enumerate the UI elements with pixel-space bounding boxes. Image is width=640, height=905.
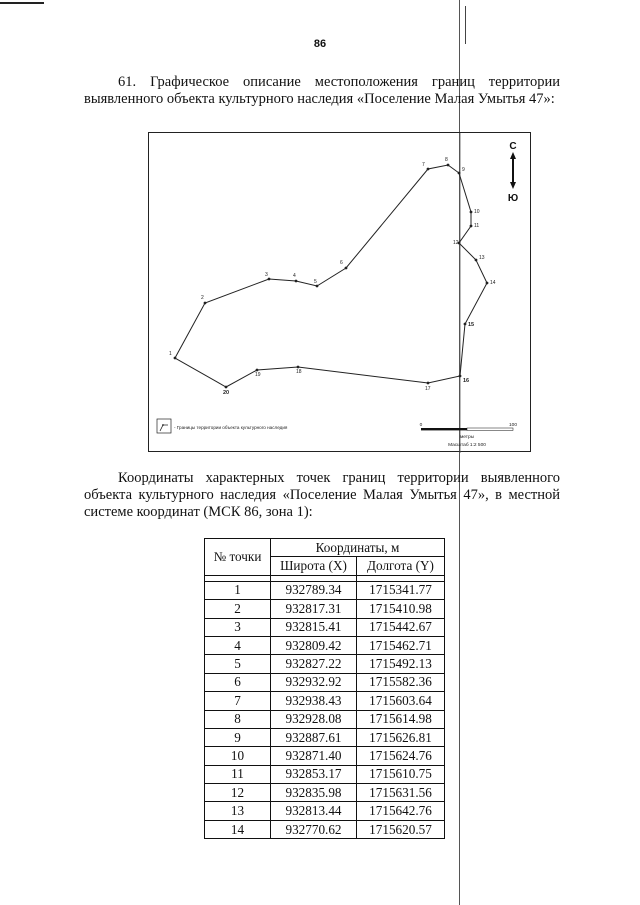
boundary-point-label: 13	[479, 255, 485, 261]
cell-lat: 932835.98	[271, 784, 357, 802]
boundary-point-marker	[447, 164, 450, 167]
table-row	[205, 581, 445, 599]
boundary-point-marker	[316, 285, 319, 288]
boundary-point-marker	[204, 302, 207, 305]
cell-point: 10	[205, 747, 271, 765]
cell-point: 3	[205, 618, 271, 636]
boundary-point-label: 3	[265, 272, 268, 278]
boundary-point-marker	[459, 375, 462, 378]
table-row	[205, 820, 445, 838]
cell-point: 6	[205, 673, 271, 691]
cell-lon: 1715620.57	[357, 820, 445, 838]
boundary-point-label: 4	[293, 273, 296, 279]
header-lat: Широта (X)	[271, 557, 357, 575]
cell-lon: 1715492.13	[357, 655, 445, 673]
coords-intro	[84, 470, 560, 521]
boundary-point-marker	[345, 267, 348, 270]
coords-intro-text: Координаты характерных точек границ территории выявленного объекта культурного наследия «Поселение Малая Умытья 47», в местной системе координат (МСК 86, зона 1):	[84, 470, 560, 520]
scale-end: 100	[508, 423, 518, 428]
boundary-point-marker	[174, 357, 177, 360]
boundary-map-svg	[149, 133, 532, 453]
table-row	[205, 655, 445, 673]
cell-lat: 932871.40	[271, 747, 357, 765]
boundary-point-label: 18	[296, 369, 302, 375]
cell-lat: 932928.08	[271, 710, 357, 728]
cell-lon: 1715642.76	[357, 802, 445, 820]
cell-point: 12	[205, 784, 271, 802]
arrow-shaft	[512, 159, 514, 183]
cell-point: 2	[205, 600, 271, 618]
cell-lon: 1715614.98	[357, 710, 445, 728]
boundary-point-marker	[225, 386, 228, 389]
boundary-point-marker	[295, 280, 298, 283]
boundary-point-label: 20	[223, 390, 230, 396]
north-label: С	[509, 141, 517, 152]
scale-segment-dark	[421, 428, 467, 430]
cell-point: 11	[205, 765, 271, 783]
scale-start: 0	[419, 423, 423, 428]
table-row	[205, 784, 445, 802]
cell-point: 13	[205, 802, 271, 820]
boundary-point-marker	[256, 369, 259, 372]
table-row	[205, 673, 445, 691]
boundary-point-marker	[427, 382, 430, 385]
cell-lat: 932853.17	[271, 765, 357, 783]
boundary-point-marker	[427, 168, 430, 171]
header-point: № точки	[205, 539, 271, 576]
cell-lat: 932789.34	[271, 581, 357, 599]
cell-lat: 932817.31	[271, 600, 357, 618]
cell-lat: 932938.43	[271, 692, 357, 710]
coordinates-table-body	[205, 581, 445, 838]
cell-point: 5	[205, 655, 271, 673]
boundary-point-label: 5	[314, 279, 317, 285]
boundary-point-label: 2	[201, 295, 204, 301]
table-row	[205, 710, 445, 728]
boundary-point-label: 6	[340, 260, 343, 266]
cell-point: 14	[205, 820, 271, 838]
cell-lon: 1715442.67	[357, 618, 445, 636]
boundary-point-marker	[486, 282, 489, 285]
page-number: 86	[313, 38, 327, 50]
boundary-point-label: 10	[474, 209, 480, 215]
boundary-point-marker	[268, 278, 271, 281]
table-row	[205, 802, 445, 820]
boundary-point-label: 7	[422, 162, 425, 168]
cell-lon: 1715341.77	[357, 581, 445, 599]
table-row	[205, 600, 445, 618]
cell-point: 1	[205, 581, 271, 599]
cell-lon: 1715462.71	[357, 636, 445, 654]
boundary-point-label: 14	[490, 280, 496, 286]
cell-lon: 1715610.75	[357, 765, 445, 783]
map-legend	[157, 419, 288, 433]
boundary-point-marker	[470, 225, 473, 228]
cell-point: 7	[205, 692, 271, 710]
arrow-down-icon	[510, 182, 516, 189]
north-arrow	[508, 141, 518, 204]
legend-line-icon	[160, 425, 168, 431]
boundary-map	[148, 132, 531, 452]
cell-lon: 1715410.98	[357, 600, 445, 618]
cell-point: 4	[205, 636, 271, 654]
cell-lat: 932770.62	[271, 820, 357, 838]
table-row	[205, 692, 445, 710]
boundary-point-marker	[470, 211, 473, 214]
coordinates-table	[204, 538, 445, 839]
cell-lon: 1715624.76	[357, 747, 445, 765]
boundary-point-marker	[475, 259, 478, 262]
boundary-point-label: 9	[462, 167, 465, 173]
legend-point-icon	[162, 424, 164, 426]
boundary-point-label: 16	[463, 378, 470, 384]
boundary-point-label: 17	[425, 386, 431, 392]
cell-lon: 1715582.36	[357, 673, 445, 691]
boundary-point-marker	[464, 323, 467, 326]
arrow-up-icon	[510, 152, 516, 159]
table-row	[205, 728, 445, 746]
table-row	[205, 636, 445, 654]
legend-swatch	[157, 419, 171, 433]
cell-lon: 1715631.56	[357, 784, 445, 802]
header-coords: Координаты, м	[271, 539, 445, 557]
boundary-point-marker	[297, 366, 300, 369]
cell-lat: 932932.92	[271, 673, 357, 691]
cell-lon: 1715626.81	[357, 728, 445, 746]
scan-edge-line	[0, 2, 44, 4]
boundary-point-label: 19	[255, 372, 261, 378]
cell-lat: 932815.41	[271, 618, 357, 636]
section-heading-text: 61. Графическое описание местоположения границ территории выявленного объекта культурного наследия «Поселение Малая Умытья 47»:	[84, 74, 560, 107]
scale-ratio: Масштаб 1:2 500	[448, 443, 486, 448]
scale-bar	[420, 422, 518, 448]
scale-unit: метры	[459, 435, 475, 440]
cell-lon: 1715603.64	[357, 692, 445, 710]
boundary-polygon	[175, 165, 487, 387]
cell-point: 9	[205, 728, 271, 746]
south-label: Ю	[507, 193, 519, 204]
cell-lat: 932813.44	[271, 802, 357, 820]
table-row	[205, 747, 445, 765]
cell-lat: 932887.61	[271, 728, 357, 746]
boundary-point-label: 15	[468, 322, 475, 328]
table-row	[205, 618, 445, 636]
boundary-point-label: 12	[453, 240, 459, 246]
boundary-point-marker	[458, 172, 461, 175]
boundary-point-label: 8	[445, 157, 448, 163]
legend-label: - Границы территории объекта культурного наследия	[174, 425, 288, 430]
scale-segment-light	[467, 428, 513, 430]
cell-lat: 932809.42	[271, 636, 357, 654]
header-lon: Долгота (Y)	[357, 557, 445, 575]
cell-lat: 932827.22	[271, 655, 357, 673]
section-heading	[84, 74, 560, 108]
boundary-point-label: 11	[474, 223, 480, 229]
table-row	[205, 765, 445, 783]
boundary-point-label: 1	[169, 351, 172, 357]
cell-point: 8	[205, 710, 271, 728]
